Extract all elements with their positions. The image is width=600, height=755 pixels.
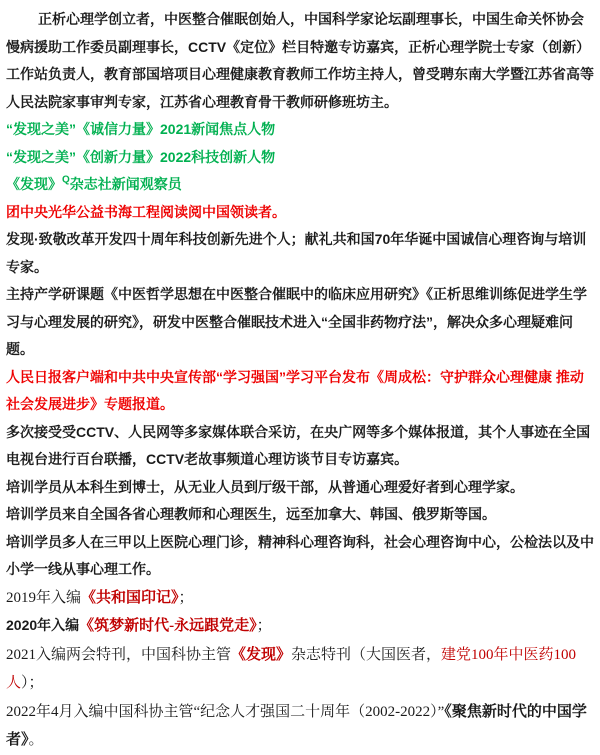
text-segment: 2020年入编	[6, 617, 80, 633]
trainees-origin-paragraph	[6, 501, 595, 529]
text-segment: ；	[256, 618, 272, 634]
text-segment: ；	[178, 589, 194, 606]
text-segment: 杂志社新闻观察员	[69, 176, 182, 192]
text-segment: 《聚焦新时代的中国学者》	[6, 703, 587, 748]
text-segment: 2021入编两会特刊，中国科协主管	[6, 646, 232, 663]
text-segment: 建党100年中医药100人	[6, 646, 577, 691]
trainees-positions-paragraph	[6, 529, 595, 584]
trainees-range-paragraph	[6, 474, 595, 502]
text-segment: 多次接受受CCTV、人民网等多家媒体联合采访，在央广网等多个媒体报道，其个人事迹在全国电视台进行百台联播，CCTV老故事频道心理访谈节目专访嘉宾。	[6, 423, 591, 467]
text-segment: Q	[62, 174, 70, 186]
text-segment: 2022年4月入编中国科协主管“纪念人才强国二十周年（2002-2022）”	[6, 703, 445, 720]
honor-2021-news-figure	[6, 116, 595, 144]
text-segment: 团中央光华公益书海工程阅读阅中国领读者。	[6, 203, 286, 220]
text-segment: 正析心理学创立者，中医整合催眠创始人，中国科学家论坛副理事长，中国生命关怀协会慢病援助工作委员副理事长，CCTV《定位》栏目特邀专访嘉宾，正析心理学院士专家（创新）工作站负责人，教育部国培项目心理健康教育教师工作坊主持人，曾受聘东南大学暨江苏省高等人民法院家事审判专家，江苏省心理教育骨干教师研修班坊主。	[6, 11, 594, 110]
text-segment: 。	[28, 732, 44, 748]
text-segment: “发现之美”《诚信力量》2021新闻焦点人物	[6, 121, 276, 137]
text-segment: 《发现》	[6, 176, 62, 192]
text-segment: 培训学员从本科生到博士，从无业人员到厅级干部，从普通心理爱好者到心理学家。	[6, 478, 524, 495]
text-segment: ）；	[21, 675, 44, 691]
media-interviews-paragraph	[6, 419, 595, 474]
y2022-entry	[6, 698, 595, 755]
reading-leader-line	[6, 199, 595, 227]
text-segment: 杂志特刊（大国医者，	[291, 646, 442, 663]
research-topics-paragraph	[6, 281, 595, 364]
magazine-observer-line	[6, 171, 595, 199]
xuexi-qiangguo-report-paragraph	[6, 364, 595, 419]
text-segment: 培训学员多人在三甲以上医院心理门诊，精神科心理咨询科，社会心理咨询中心，公检法以及中小学一线从事心理工作。	[6, 533, 594, 577]
text-segment: 人民日报客户端和中共中央宣传部“学习强国”学习平台发布《周成松：守护群众心理健康 推动社会发展进步》专题报道。	[6, 368, 584, 412]
y2020-entry	[6, 612, 595, 641]
text-segment: 2019年入编	[6, 589, 82, 606]
intro-paragraph	[6, 6, 595, 116]
text-segment: 《共和国印记》	[81, 589, 179, 606]
innovation-pioneer-line	[6, 226, 595, 281]
text-segment: 主持产学研课题《中医哲学思想在中医整合催眠中的临床应用研究》《正析思维训练促进学生学习与心理发展的研究》，研发中医整合催眠技术进入“全国非药物疗法”，解决众多心理疑难问题。	[6, 286, 587, 357]
text-segment: “发现之美”《创新力量》2022科技创新人物	[6, 148, 276, 165]
text-segment: 《筑梦新时代-永远跟党走》	[79, 618, 257, 634]
text-segment: 培训学员来自全国各省心理教师和心理医生，远至加拿大、韩国、俄罗斯等国。	[6, 506, 496, 522]
text-segment: 《发现》	[231, 646, 292, 663]
y2021-entry	[6, 641, 595, 698]
y2019-entry	[6, 584, 595, 613]
honor-2022-innovation-figure	[6, 144, 595, 172]
text-segment: 发现·致敬改革开发四十周年科技创新先进个人；献礼共和国70年华诞中国诚信心理咨询与培训专家。	[6, 231, 587, 275]
